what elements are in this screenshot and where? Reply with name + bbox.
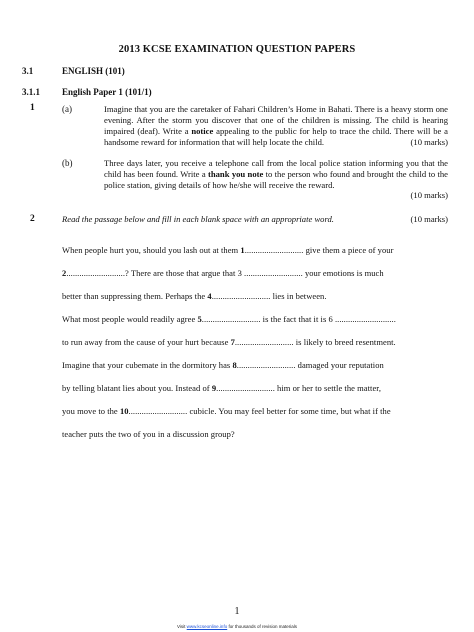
blank-number: 10 [119,406,129,416]
passage-line: teacher puts the two of you in a discussion group? [62,429,235,439]
passage-line: 2...........................? There are those that argue that 3 ........................... your emotions is much [62,268,384,278]
passage-line: to run away from the cause of your hurt because 7........................... is likely to breed resentment. [62,337,396,347]
question-1a-text: Imagine that you are the caretaker of Fahari Children’s Home in Bahati. There is a heavy storm one evening. After the storm you discover that one of the children is missing. The child is hearing impaired (deaf). Write a notice appealing to the public for help to trace the child. There will be a handsome reward for information that will help locate the child. [104,104,448,147]
subsection-number: 3.1.1 [22,87,40,97]
question-2-instruction: Read the passage below and fill in each blank space with an appropriate word. [62,214,334,224]
page-number: 1 [234,606,240,617]
blank-number: 8 [232,360,237,370]
blank-number: 7 [230,337,235,347]
blank-number: 4 [207,291,212,301]
blank-number: 9 [211,383,217,393]
question-1b-label: (b) [62,158,73,168]
question-1b-marks: (10 marks) [410,190,448,200]
question-1b-text: Three days later, you receive a telephone call from the local police station informing you that the child has been found. Write a thank you note to the person who found and brought the child to the police station, giving details of how he/she will receive the reward. [104,158,448,190]
passage-line: you move to the 10........................... cubicle. You may feel better for some time, but what if the [62,406,391,416]
question-2-number: 2 [30,214,35,224]
question-1a-label: (a) [62,104,72,114]
blank-number: 1 [240,245,245,255]
passage-line: better than suppressing them. Perhaps the 4........................... lies in between. [62,291,327,301]
page-title: 2013 KCSE EXAMINATION QUESTION PAPERS [118,44,356,55]
passage-line: Imagine that your cubemate in the dormitory has 8........................... damaged your reputation [62,360,384,370]
footer-link[interactable]: www.kcseonline.info [186,624,228,629]
question-1a-marks: (10 marks) [410,137,448,147]
passage-line: by telling blatant lies about you. Instead of 9........................... him or her to settle the matter, [62,383,381,393]
passage-line: What most people would readily agree 5........................... is the fact that it is 6 ............................ [62,314,396,324]
blank-number: 5 [197,314,202,324]
notice-keyword: notice [191,126,214,136]
section-title: ENGLISH (101) [62,66,125,76]
blank-number: 2 [62,268,67,278]
subsection-title: English Paper 1 (101/1) [62,87,152,97]
section-number: 3.1 [22,66,34,76]
passage-line: When people hurt you, should you lash out at them 1........................... give them a piece of your [62,245,394,255]
footer-note: Visit www.kcseonline.info for thousands of revision materials [177,624,297,629]
question-2-marks: (10 marks) [410,214,448,224]
thank-you-note-keyword: thank you note [207,169,264,179]
question-1-number: 1 [30,103,35,113]
